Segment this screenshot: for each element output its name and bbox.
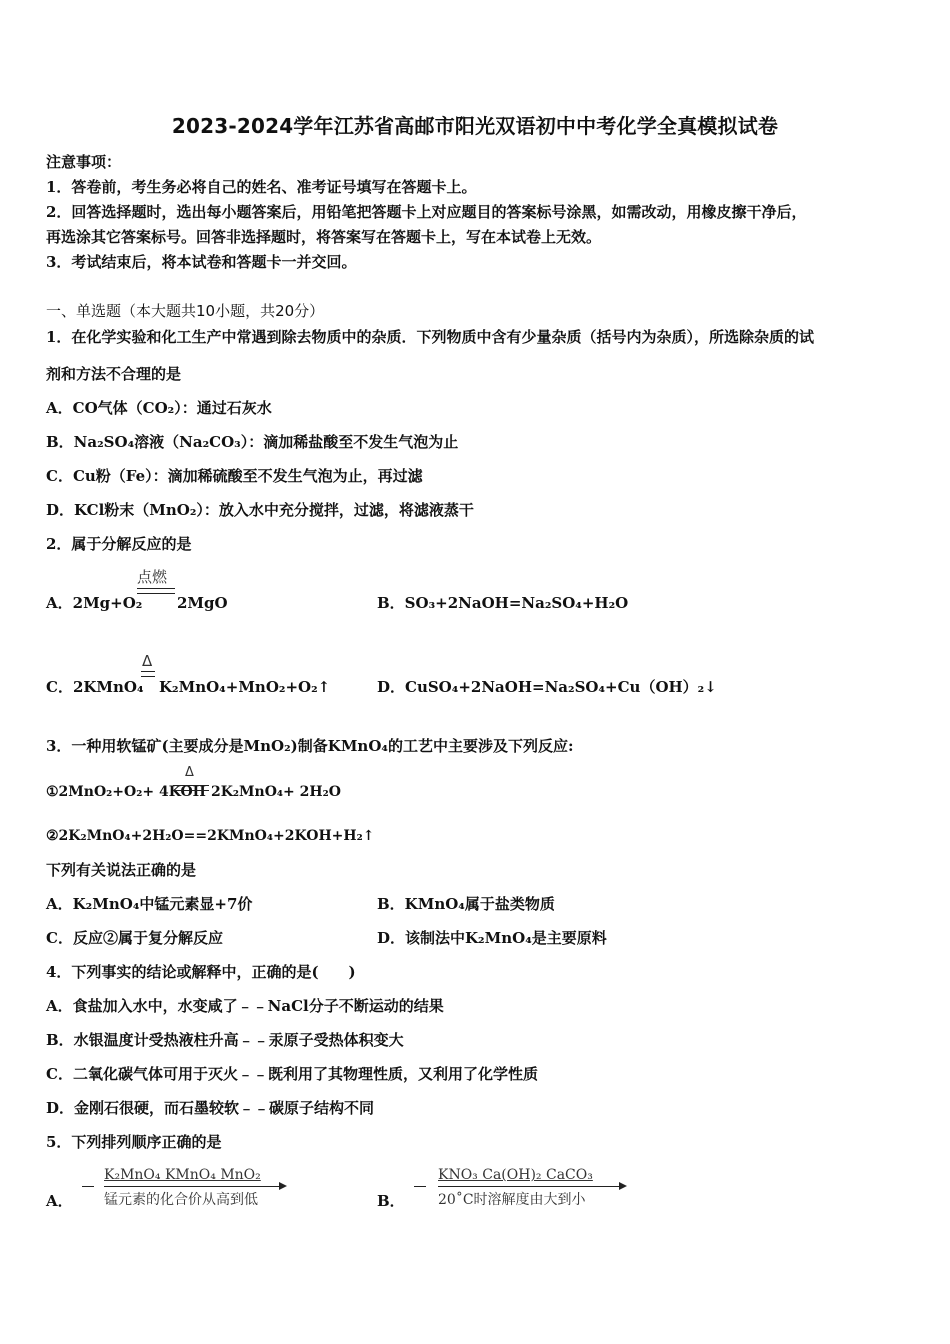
q3-reaction-2: ②2K₂MnO₄+2H₂O==2KMnO₄+2KOH+H₂↑ [46,828,375,844]
q3-reaction-1-reactants: ①2MnO₂+O₂+ 4KOH [46,784,206,800]
q2-option-c-products: K₂MnO₄+MnO₂+O₂↑ [159,678,331,696]
q3-reaction-1-products: 2K₂MnO₄+ 2H₂O [211,784,341,800]
q3-ask: 下列有关说法正确的是 [46,861,197,879]
q3-option-a: A．K₂MnO₄中锰元素显+7价 [46,895,253,913]
q4-option-b: B．水银温度计受热液柱升高﹣﹣汞原子受热体积变大 [46,1031,404,1049]
q5-option-b-sequence: KNO₃ Ca(OH)₂ CaCO₃ [438,1167,593,1183]
q2-option-a-condition: 点燃 [137,568,168,586]
q1-option-a: A．CO气体（CO₂）：通过石灰水 [46,399,272,417]
q3-stem: 3．一种用软锰矿(主要成分是MnO₂)制备KMnO₄的工艺中主要涉及下列反应: [46,737,574,755]
q5-option-a-label: A． [46,1192,73,1210]
q4-option-c: C．二氧化碳气体可用于灭火﹣﹣既利用了其物理性质，又利用了化学性质 [46,1065,538,1083]
q3-option-b: B．KMnO₄属于盐类物质 [377,895,555,913]
q5-option-a-arrow-head [279,1182,287,1190]
q3-option-c: C．反应②属于复分解反应 [46,929,223,947]
notice-heading: 注意事项： [46,153,122,171]
q5-option-b-arrow-line [438,1186,620,1187]
notice-item-3: 3．考试结束后，将本试卷和答题卡一并交回。 [46,253,357,271]
q2-option-c-equals-sign [141,671,155,677]
q5-option-a-arrow-line [104,1186,280,1187]
q1-option-c: C．Cu粉（Fe）：滴加稀硫酸至不发生气泡为止，再过滤 [46,467,423,485]
q5-option-b-label: B． [377,1192,405,1210]
q3-option-d: D．该制法中K₂MnO₄是主要原料 [377,929,607,947]
q2-option-a-equals-sign [137,588,175,594]
notice-item-2-cont: 再选涂其它答案标号。回答非选择题时，将答案写在答题卡上，写在本试卷上无效。 [46,228,602,246]
q1-option-b: B．Na₂SO₄溶液（Na₂CO₃）：滴加稀盐酸至不发生气泡为止 [46,433,459,451]
q5-option-a-dash [82,1186,94,1187]
q2-option-d: D．CuSO₄+2NaOH=Na₂SO₄+Cu（OH）₂↓ [377,678,717,696]
q2-option-c-reactants: C．2KMnO₄ [46,678,144,696]
q4-option-d: D．金刚石很硬，而石墨较软﹣﹣碳原子结构不同 [46,1099,375,1117]
q3-reaction-1-equals-sign [173,785,209,791]
q2-option-a-reactants: A．2Mg+O₂ [46,594,143,612]
q2-option-a-products: 2MgO [177,594,228,612]
q5-option-a-sequence: K₂MnO₄ KMnO₄ MnO₂ [104,1167,261,1183]
q1-stem-line1: 1．在化学实验和化工生产中常遇到除去物质中的杂质．下列物质中含有少量杂质（括号内为杂质），所选除杂质的试 [46,328,814,346]
q1-stem-line2: 剂和方法不合理的是 [46,365,182,383]
page-title: 2023-2024学年江苏省高邮市阳光双语初中中考化学全真模拟试卷 [171,114,779,138]
q5-stem: 5．下列排列顺序正确的是 [46,1133,222,1151]
q2-option-c-condition: Δ [142,652,153,670]
q5-option-b-arrow-head [619,1182,627,1190]
q5-option-b-caption: 20˚C时溶解度由大到小 [438,1192,586,1208]
q2-stem: 2．属于分解反应的是 [46,535,192,553]
q2-option-b: B．SO₃+2NaOH=Na₂SO₄+H₂O [377,594,629,612]
q4-option-a: A．食盐加入水中，水变咸了﹣﹣NaCl分子不断运动的结果 [46,997,444,1015]
q5-option-b-dash [414,1186,426,1187]
notice-item-2: 2．回答选择题时，选出每小题答案后，用铅笔把答题卡上对应题目的答案标号涂黑，如需改动，用橡皮擦干净后， [46,203,807,221]
section-heading: 一、单选题（本大题共10小题，共20分） [46,302,325,320]
q4-stem: 4．下列事实的结论或解释中，正确的是( ) [46,963,356,981]
q3-reaction-1-condition: Δ [185,765,194,780]
q1-option-d: D．KCl粉末（MnO₂）：放入水中充分搅拌，过滤，将滤液蒸干 [46,501,474,519]
notice-item-1: 1．答卷前，考生务必将自己的姓名、准考证号填写在答题卡上。 [46,178,477,196]
q5-option-a-caption: 锰元素的化合价从高到低 [104,1192,258,1208]
